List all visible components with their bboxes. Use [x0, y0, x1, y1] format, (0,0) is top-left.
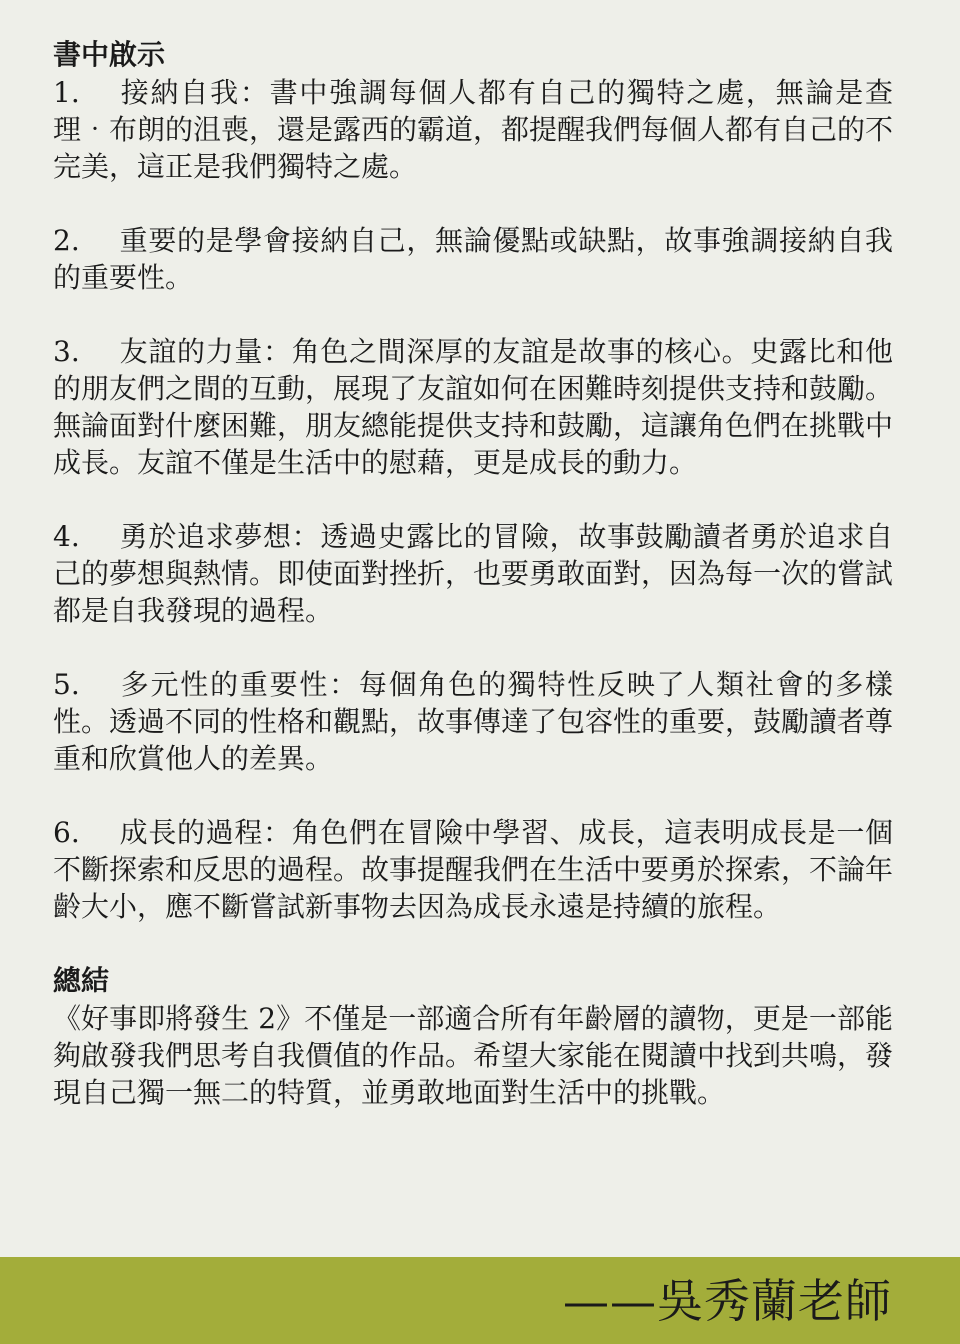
- item-text: 成長的過程：角色們在冒險中學習、成長，這表明成長是一個不斷探索和反思的過程。故事提醒我們在生活中要勇於探索，不論年齡大小，應不斷嘗試新事物去因為成長永遠是持續的旅程。: [53, 816, 894, 923]
- item-text: 勇於追求夢想：透過史露比的冒險，故事鼓勵讀者勇於追求自己的夢想與熱情。即使面對挫折，也要勇敢面對，因為每一次的嘗試都是自我發現的過程。: [53, 520, 894, 627]
- insights-heading: 書中啟示: [53, 38, 166, 71]
- item-text: 友誼的力量：角色之間深厚的友誼是故事的核心。史露比和他的朋友們之間的互動，展現了友誼如何在困難時刻提供支持和鼓勵。無論面對什麼困難，朋友總能提供支持和鼓勵，這讓角色們在挑戰中成長。友誼不僅是生活中的慰藉，更是成長的動力。: [53, 335, 894, 479]
- insight-item-4: [53, 518, 893, 629]
- insight-item-3: [53, 333, 893, 481]
- item-text: 多元性的重要性：每個角色的獨特性反映了人類社會的多樣性。透過不同的性格和觀點，故事傳達了包容性的重要，鼓勵讀者尊重和欣賞他人的差異。: [53, 668, 894, 775]
- author-signature: ——吳秀蘭老師: [563, 1274, 892, 1328]
- insight-item-6: [53, 814, 893, 925]
- footer-bar: [0, 1257, 960, 1344]
- item-number: 6.: [53, 816, 80, 849]
- item-number: 5.: [53, 668, 80, 701]
- insight-item-2: [53, 222, 893, 296]
- item-text: 重要的是學會接納自己，無論優點或缺點，故事強調接納自我的重要性。: [53, 224, 893, 294]
- item-number: 2.: [53, 224, 80, 257]
- article-body: [53, 36, 893, 1111]
- summary-text: 《好事即將發生 2》不僅是一部適合所有年齡層的讀物，更是一部能夠啟發我們思考自我價值的作品。希望大家能在閱讀中找到共鳴，發現自己獨一無二的特質，並勇敢地面對生活中的挑戰。: [53, 1002, 894, 1109]
- item-number: 4.: [53, 520, 80, 553]
- insight-item-5: [53, 666, 893, 777]
- item-number: 3.: [53, 335, 80, 368]
- item-number: 1.: [53, 76, 80, 109]
- summary-heading: 總結: [53, 964, 110, 997]
- item-text: 接納自我：書中強調每個人都有自己的獨特之處，無論是查理‧布朗的沮喪，還是露西的霸道，都提醒我們每個人都有自己的不完美，這正是我們獨特之處。: [53, 76, 894, 183]
- insight-item-1: [53, 74, 893, 185]
